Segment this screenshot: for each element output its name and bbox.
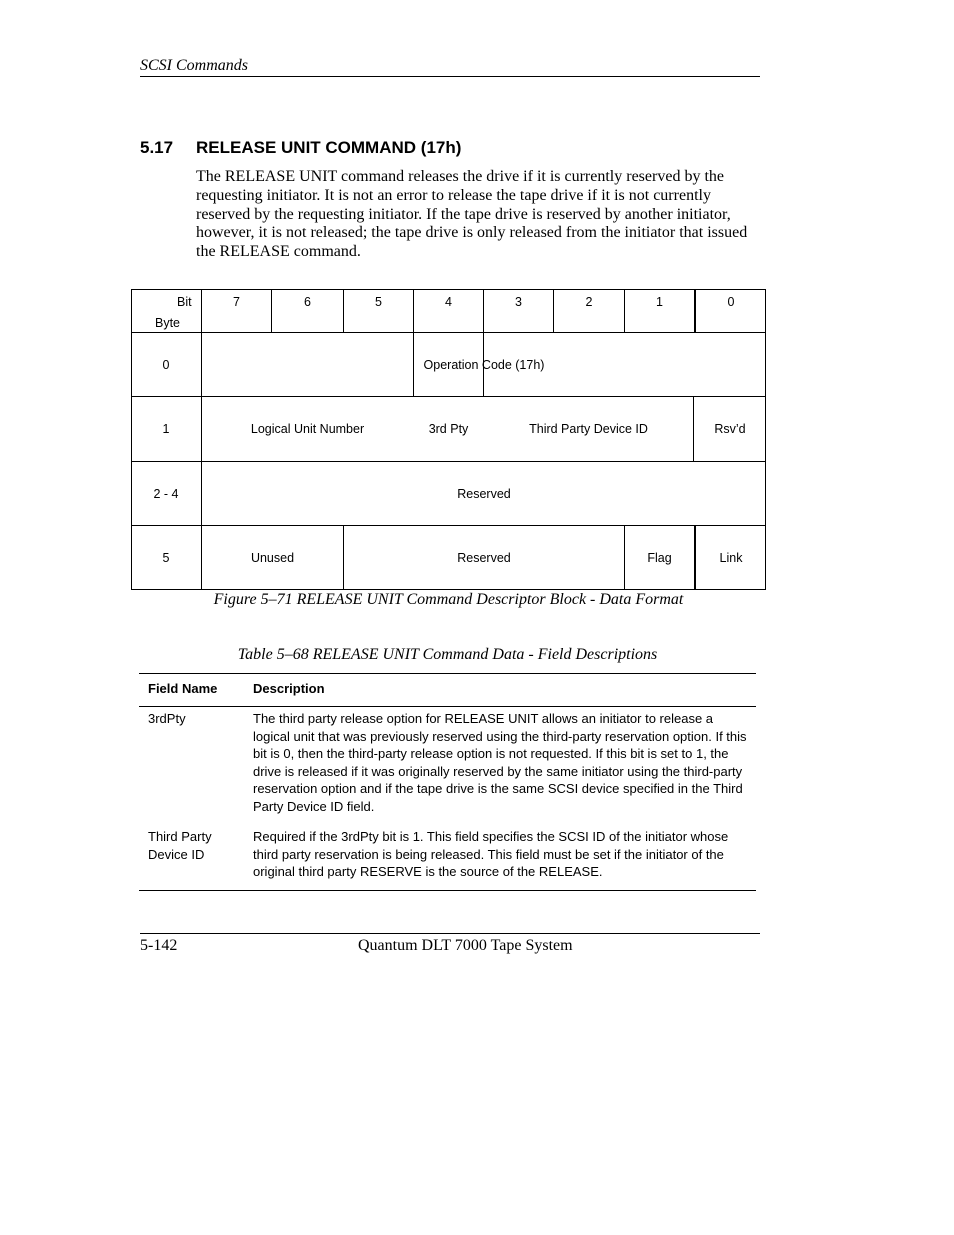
bit-header: 3 <box>515 295 522 309</box>
byte-number: 2 - 4 <box>153 486 179 501</box>
running-header: SCSI Commands <box>140 56 760 77</box>
section-title: RELEASE UNIT COMMAND (17h) <box>196 138 462 157</box>
bit-corner-label: Bit <box>177 295 192 309</box>
bit-header: 5 <box>375 295 382 309</box>
bit-header: 2 <box>585 295 593 309</box>
cdb-field: Third Party Device ID <box>529 422 648 436</box>
cdb-format-table <box>131 289 766 590</box>
header-field-name: Field Name <box>148 681 218 696</box>
field-name: 3rdPty <box>148 711 186 726</box>
byte-number: 0 <box>162 357 170 372</box>
cdb-field: Unused <box>250 551 295 565</box>
cdb-field: Flag <box>647 551 672 565</box>
page-footer <box>140 933 760 954</box>
table-caption: Table 5–68 RELEASE UNIT Command Data - Field Descriptions <box>237 646 658 663</box>
cdb-field: Link <box>719 551 743 565</box>
intro-paragraph: The RELEASE UNIT command releases the drive if it is currently reserved by the requesting initiator. It is not an error to release the tape drive if it is not currently reserved by the requesting initiator. If the tape drive is reserved by another initiator, however, it is not released; the tape drive is only released from the initiator that issued the RELEASE command. <box>196 168 748 261</box>
bit-header: 7 <box>233 295 240 309</box>
header-description: Description <box>253 681 325 696</box>
byte-number: 5 <box>162 551 170 565</box>
cdb-field: Reserved <box>457 486 511 501</box>
cdb-field: 3rd Pty <box>428 422 469 436</box>
bit-header: 4 <box>445 295 452 309</box>
bit-header: 6 <box>304 295 311 309</box>
cdb-field: Reserved <box>457 551 511 565</box>
section-number: 5.17 <box>140 138 174 157</box>
figure-caption: Figure 5–71 RELEASE UNIT Command Descriptor Block - Data Format <box>213 591 684 608</box>
cdb-field: Rsv’d <box>714 422 746 436</box>
field-name: Third Party Device ID <box>148 829 212 862</box>
byte-number: 1 <box>162 422 170 436</box>
book-title: Quantum DLT 7000 Tape System <box>358 937 573 954</box>
section-heading <box>140 138 461 158</box>
table-header-row <box>139 674 756 707</box>
field-description-table <box>139 673 756 891</box>
field-description: The third party release option for RELEASE UNIT allows an initiator to release a logical unit that was previously reserved using the third-party reservation option. If this bit is 0, then the third-party release option is not requested. If this bit is set to 1, the drive is released if it was originally reserved by the same initiator using the third-party reservation option and if the tape drive is the same SCSI device specified in the Third Party Device ID field. <box>253 711 747 814</box>
bit-header: 0 <box>727 295 735 309</box>
byte-corner-label: Byte <box>155 316 181 330</box>
cdb-field: Logical Unit Number <box>250 422 365 436</box>
cdb-field: Operation Code (17h) <box>423 357 545 372</box>
bit-header: 1 <box>656 295 663 309</box>
field-description: Required if the 3rdPty bit is 1. This field specifies the SCSI ID of the initiator whose third party reservation is being released. This field must be set if the initiator of the original third party RESERVE is the source of the RELEASE. <box>253 829 729 879</box>
page-number: 5-142 <box>140 937 178 954</box>
